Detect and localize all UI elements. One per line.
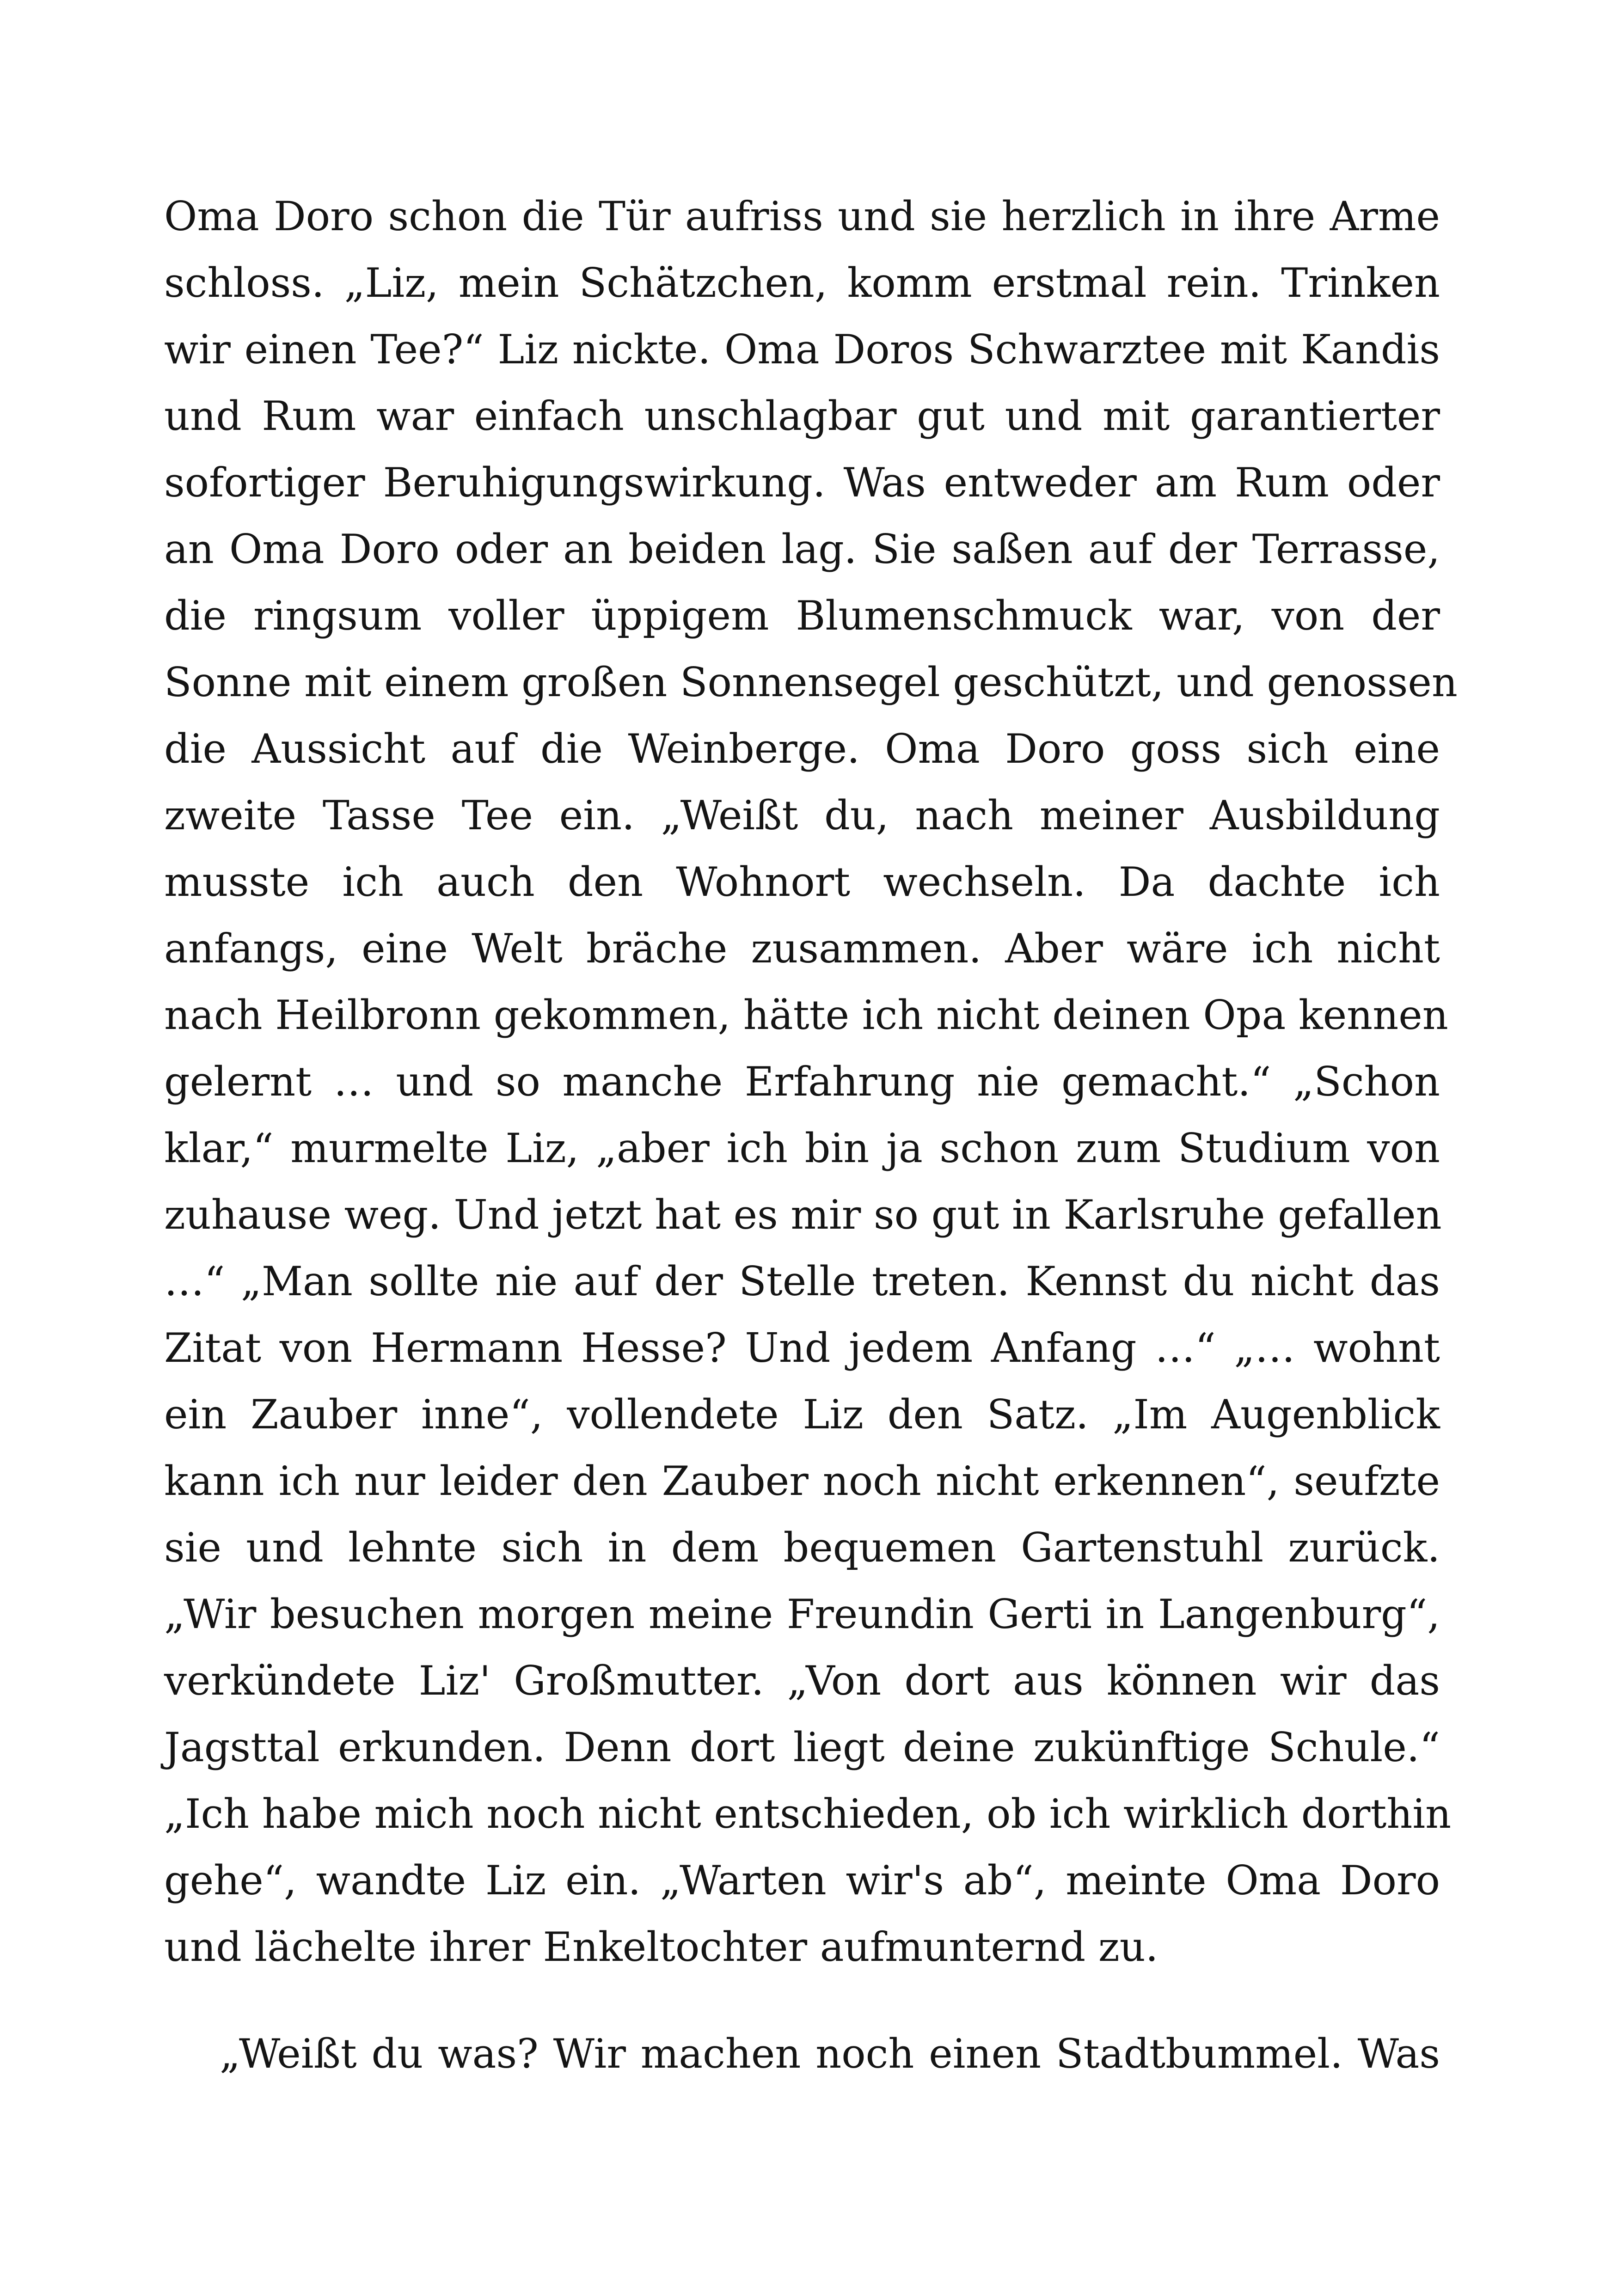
text-line: schloss. „Liz, mein Schätzchen, komm erstmal rein. Trinken [164,259,1440,306]
text-line: „Ich habe mich noch nicht entschieden, ob ich wirklich dorthin [164,1790,1452,1837]
text-line: Oma Doro schon die Tür aufriss und sie herzlich in ihre Arme [164,193,1440,240]
text-line: klar,“ murmelte Liz, „aber ich bin ja schon zum Studium von [164,1125,1440,1172]
text-line: gelernt … und so manche Erfahrung nie gemacht.“ „Schon [164,1058,1440,1105]
text-line: und Rum war einfach unschlagbar gut und mit garantierter [164,392,1440,440]
text-line: an Oma Doro oder an beiden lag. Sie saßen auf der Terrasse, [164,526,1440,573]
text-line: die Aussicht auf die Weinberge. Oma Doro goss sich eine [164,725,1440,772]
text-line: zweite Tasse Tee ein. „Weißt du, nach meiner Ausbildung [164,792,1440,839]
text-line: Jagsttal erkunden. Denn dort liegt deine zukünftige Schule.“ [164,1724,1440,1771]
text-line: sie und lehnte sich in dem bequemen Gartenstuhl zurück. [164,1524,1440,1571]
text-line: …“ „Man sollte nie auf der Stelle treten. Kennst du nicht das [164,1258,1440,1305]
text-line: Zitat von Hermann Hesse? Und jedem Anfang …“ „… wohnt [164,1324,1440,1371]
text-line: musste ich auch den Wohnort wechseln. Da dachte ich [164,858,1440,906]
text-line: gehe“, wandte Liz ein. „Warten wir's ab“, meinte Oma Doro [164,1857,1440,1904]
text-line: nach Heilbronn gekommen, hätte ich nicht deinen Opa kennen [164,992,1448,1039]
text-line: anfangs, eine Welt bräche zusammen. Aber wäre ich nicht [164,925,1440,972]
text-line: „Weißt du was? Wir machen noch einen Stadtbummel. Was [220,2030,1440,2077]
text-line: kann ich nur leider den Zauber noch nicht erkennen“, seufzte [164,1457,1440,1505]
text-line: zuhause weg. Und jetzt hat es mir so gut in Karlsruhe gefallen [164,1191,1442,1238]
text-line: und lächelte ihrer Enkeltochter aufmunternd zu. [164,1923,1158,1971]
text-line: wir einen Tee?“ Liz nickte. Oma Doros Schwarztee mit Kandis [164,326,1440,373]
paragraph [164,2020,1440,2087]
text-line: „Wir besuchen morgen meine Freundin Gerti in Langenburg“, [164,1591,1440,1638]
text-line: die ringsum voller üppigem Blumenschmuck war, von der [164,592,1440,639]
text-line: sofortiger Beruhigungswirkung. Was entweder am Rum oder [164,459,1440,506]
text-line: Sonne mit einem großen Sonnensegel geschützt, und genossen [164,659,1458,706]
body-text [164,183,1458,2087]
text-line: ein Zauber inne“, vollendete Liz den Satz. „Im Augenblick [164,1391,1440,1438]
paragraph [164,183,1458,1980]
paragraph-spacer [164,1980,1440,2020]
text-line: verkündete Liz' Großmutter. „Von dort aus können wir das [164,1657,1440,1704]
